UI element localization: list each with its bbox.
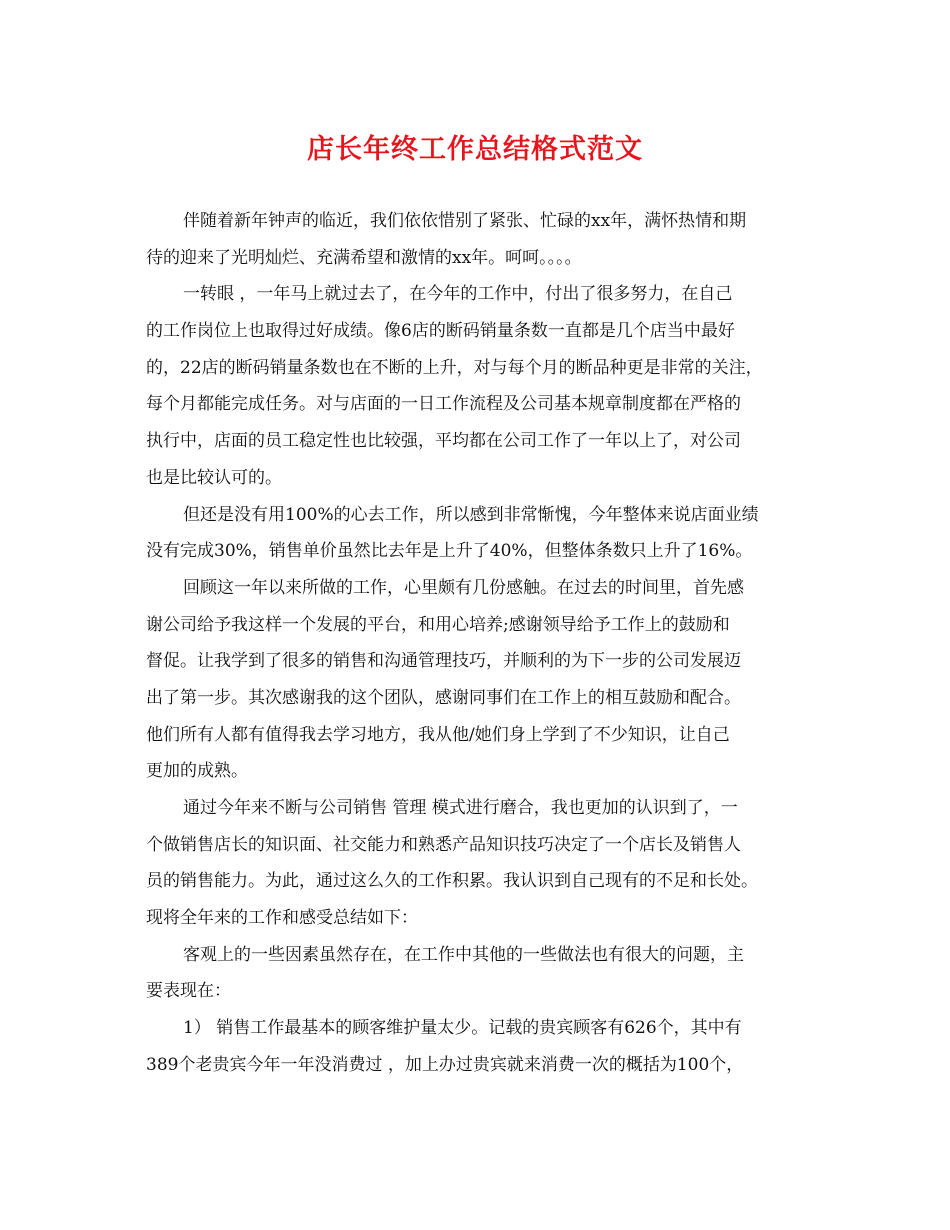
text-line: 个做销售店长的知识面、社交能力和熟悉产品知识技巧决定了一个店长及销售人: [146, 834, 741, 855]
text-line: 谢公司给予我这样一个发展的平台，和用心培养;感谢领导给予工作上的鼓励和: [146, 614, 730, 635]
text-line: 客观上的一些因素虽然存在，在工作中其他的一些做法也有很大的问题，主: [183, 944, 744, 965]
text-line: 他们所有人都有值得我去学习地方，我从他/她们身上学到了不少知识，让自己: [146, 724, 730, 745]
text-line: 的工作岗位上也取得过好成绩。像6店的断码销量条数一直都是几个店当中最好: [146, 321, 735, 342]
text-line: 员的销售能力。为此，通过这么久的工作积累。我认识到自己现有的不足和长处。: [146, 871, 758, 892]
text-line: 一转眼 ，一年马上就过去了，在今年的工作中，付出了很多努力，在自己: [183, 284, 733, 305]
text-line: 的，22店的断码销量条数也在不断的上升，对与每个月的断品种更是非常的关注，: [146, 357, 763, 378]
text-line: 389个老贵宾今年一年没消费过 ，加上办过贵宾就来消费一次的概括为100个，: [146, 1054, 744, 1075]
document-body: [146, 203, 806, 1084]
document-title: 店长年终工作总结格式范文: [307, 134, 643, 165]
text-line: 待的迎来了光明灿烂、充满希望和激情的xx年。呵呵。。。。: [146, 247, 582, 268]
text-line: 执行中，店面的员工稳定性也比较强，平均都在公司工作了一年以上了，对公司: [146, 431, 741, 452]
text-line: 伴随着新年钟声的临近，我们依依惜别了紧张、忙碌的xx年，满怀热情和期: [183, 211, 747, 231]
text-line: 每个月都能完成任务。对与店面的一日工作流程及公司基本规章制度都在严格的: [146, 394, 741, 415]
text-line: 1） 销售工作最基本的顾客维护量太少。记载的贵宾顾客有626个，其中有: [183, 1018, 742, 1039]
text-line: 更加的成熟。: [146, 761, 248, 782]
text-line: 要表现在：: [146, 981, 231, 1002]
text-line: 回顾这一年以来所做的工作，心里颇有几份感触。在过去的时间里，首先感: [183, 577, 744, 598]
text-line: 现将全年来的工作和感受总结如下：: [146, 908, 418, 929]
text-line: 通过今年来不断与公司销售 管理 模式进行磨合，我也更加的认识到了，一: [183, 798, 738, 818]
text-line: 没有完成30%，销售单价虽然比去年是上升了40%，但整体条数只上升了16%。: [146, 541, 753, 562]
text-line: 督促。让我学到了很多的销售和沟通管理技巧，并顺利的为下一步的公司发展迈: [146, 651, 741, 672]
text-line: 出了第一步。其次感谢我的这个团队，感谢同事们在工作上的相互鼓励和配合。: [146, 687, 741, 708]
text-line: 但还是没有用100%的心去工作，所以感到非常惭愧，今年整体来说店面业绩: [183, 504, 759, 525]
text-line: 也是比较认可的。: [146, 467, 282, 488]
